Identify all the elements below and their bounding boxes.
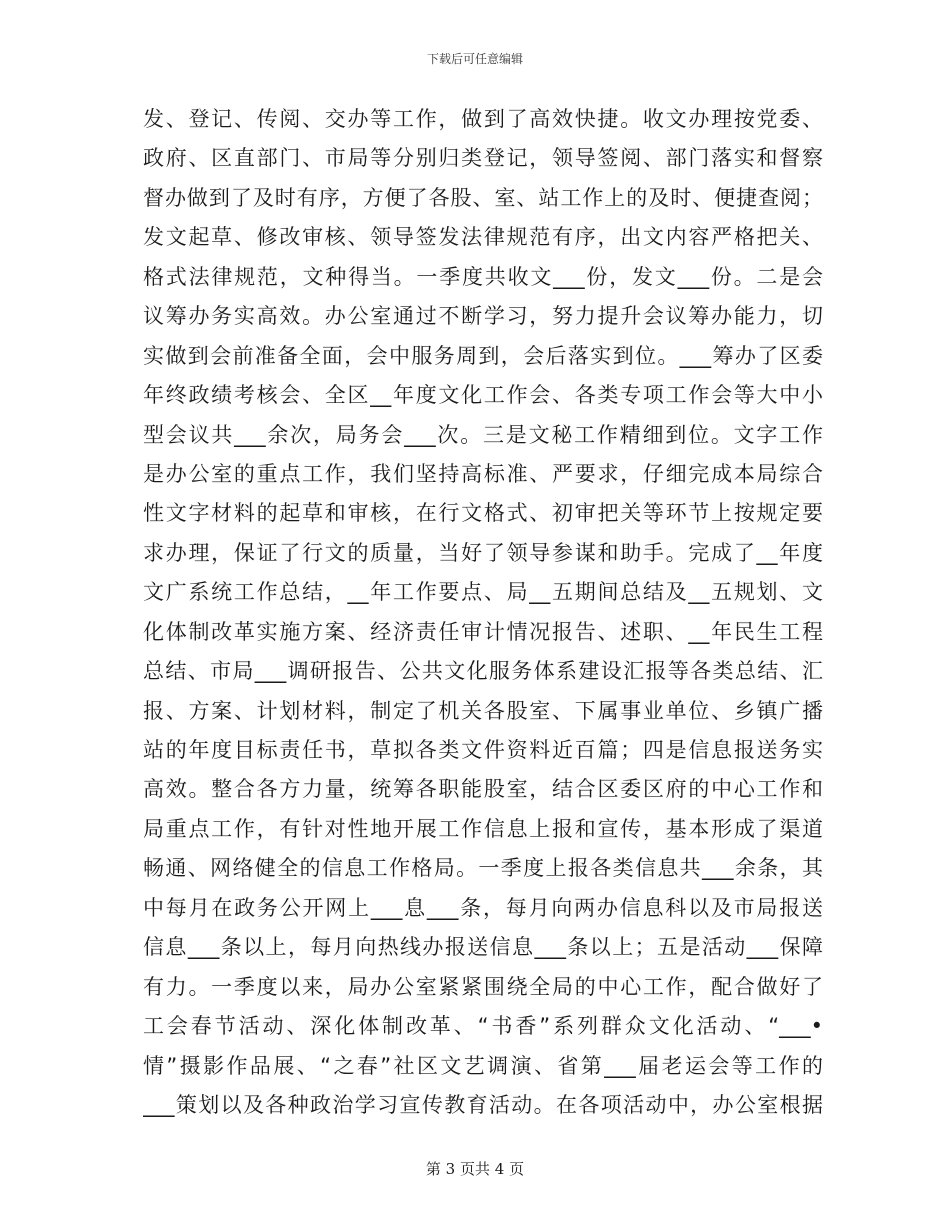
body-line: 文广系统工作总结，__年工作要点、局__五期间总结及__五规划、文 (143, 580, 823, 605)
body-line: 年终政绩考核会、全区__年度文化工作会、各类专项工作会等大中小 (143, 383, 823, 408)
body-line: 情”摄影作品展、“之春”社区文艺调演、省第___届老运会等工作的 (143, 1053, 823, 1078)
body-line: 发文起草、修改审核、领导签发法律规范有序，出文内容严格把关、 (143, 225, 823, 250)
body-line: 政府、区直部门、市局等分别归类登记，领导签阅、部门落实和督察 (143, 146, 823, 171)
body-line: 化体制改革实施方案、经济责任审计情况报告、述职、__年民生工程 (143, 619, 823, 644)
body-line: 督办做到了及时有序，方便了各股、室、站工作上的及时、便捷查阅； (143, 185, 823, 210)
body-line: 站的年度目标责任书，草拟各类文件资料近百篇；四是信息报送务实 (143, 738, 823, 762)
body-line: 工会春节活动、深化体制改革、“书香”系列群众文化活动、“___• (143, 1014, 823, 1039)
body-line: 总结、市局___调研报告、公共文化服务体系建设汇报等各类总结、汇 (143, 659, 823, 684)
body-line: 型会议共___余次，局务会___次。三是文秘工作精细到位。文字工作 (143, 422, 823, 447)
body-line: 报、方案、计划材料，制定了机关各股室、下属事业单位、乡镇广播 (143, 698, 823, 723)
body-line: ___策划以及各种政治学习宣传教育活动。在各项活动中，办公室根据 (143, 1092, 823, 1117)
body-line: 畅通、网络健全的信息工作格局。一季度上报各类信息共___余条，其 (143, 856, 823, 881)
body-line: 有力。一季度以来，局办公室紧紧围绕全局的中心工作，配合做好了 (143, 974, 823, 999)
body-line: 格式法律规范，文种得当。一季度共收文___份，发文___份。二是会 (143, 264, 823, 289)
body-line: 发、登记、传阅、交办等工作，做到了高效快捷。收文办理按党委、 (143, 107, 823, 131)
body-line: 议筹办务实高效。办公室通过不断学习，努力提升会议筹办能力，切 (143, 304, 823, 329)
body-line: 局重点工作，有针对性地开展工作信息上报和宣传，基本形成了渠道 (143, 816, 823, 841)
body-line: 是办公室的重点工作，我们坚持高标准、严要求，仔细完成本局综合 (143, 461, 823, 486)
body-line: 高效。整合各方力量，统筹各职能股室，结合区委区府的中心工作和 (143, 777, 823, 802)
body-line: 求办理，保证了行文的质量，当好了领导参谋和助手。完成了__年度 (143, 540, 823, 565)
body-line: 信息___条以上，每月向热线办报送信息___条以上；五是活动___保障 (143, 935, 823, 960)
body-line: 性文字材料的起草和审核，在行文格式、初审把关等环节上按规定要 (143, 501, 823, 526)
body-line: 实做到会前准备全面，会中服务周到，会后落实到位。___筹办了区委 (143, 343, 823, 368)
document-body (143, 100, 823, 1125)
page-footer: 第 3 页共 4 页 (425, 1160, 525, 1178)
body-line: 中每月在政务公开网上___息___条，每月向两办信息科以及市局报送 (143, 895, 823, 920)
page-header: 下载后可任意编辑 (426, 52, 523, 66)
